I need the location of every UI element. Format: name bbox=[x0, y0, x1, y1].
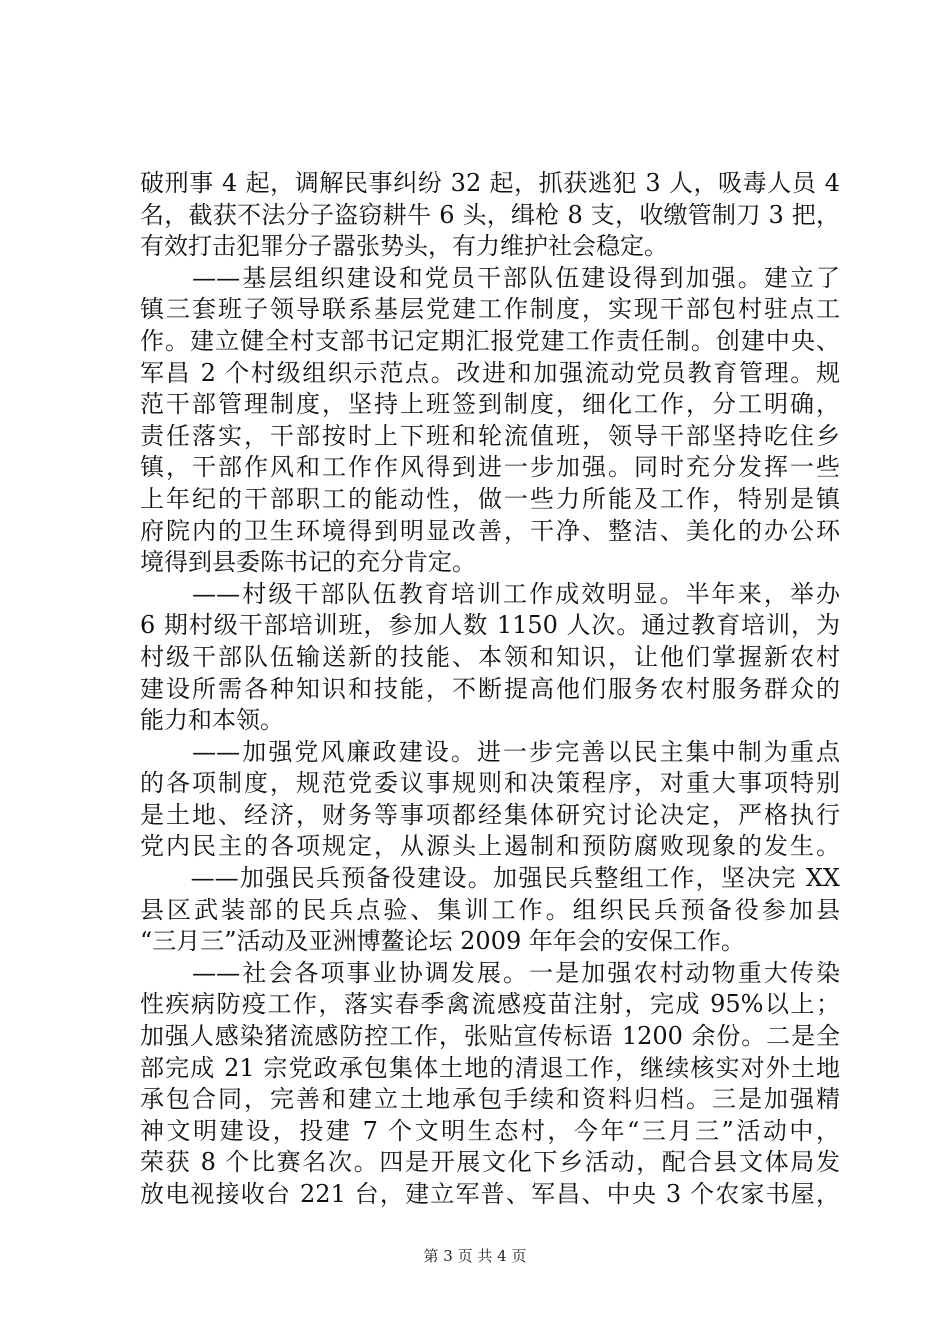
text-line: ——村级干部队伍教育培训工作成效明显。半年来，举办 bbox=[140, 579, 840, 608]
text-line: 的各项制度，规范党委议事规则和决策程序，对重大事项特别 bbox=[140, 769, 840, 798]
text-line: 是土地、经济，财务等事项都经集体研究讨论决定，严格执行 bbox=[140, 800, 840, 829]
text-line: 作。建立健全村支部书记定期汇报党建工作责任制。创建中央、 bbox=[140, 326, 840, 355]
page-footer: 第 3 页 共 4 页 bbox=[423, 1247, 527, 1265]
text-line: 性疾病防疫工作，落实春季禽流感疫苗注射，完成 95%以上； bbox=[140, 990, 840, 1019]
text-line: 责任落实，干部按时上下班和轮流值班，领导干部坚持吃住乡 bbox=[140, 421, 840, 450]
text-line: 范干部管理制度，坚持上班签到制度，细化工作，分工明确， bbox=[140, 390, 840, 419]
text-line: 镇，干部作风和工作作风得到进一步加强。同时充分发挥一些 bbox=[140, 453, 840, 482]
text-line: 神文明建设，投建 7 个文明生态村，今年“三月三”活动中， bbox=[140, 1116, 840, 1145]
text-line: 名，截获不法分子盗窃耕牛 6 头，缉枪 8 支，收缴管制刀 3 把， bbox=[140, 200, 840, 229]
text-line: 部完成 21 宗党政承包集体土地的清退工作，继续核实对外土地 bbox=[140, 1053, 840, 1082]
text-line: “三月三”活动及亚洲博鳌论坛 2009 年年会的安保工作。 bbox=[140, 927, 745, 956]
text-line: 加强人感染猪流感防控工作，张贴宣传标语 1200 余份。二是全 bbox=[140, 1022, 840, 1051]
text-line: 放电视接收台 221 台，建立军普、军昌、中央 3 个农家书屋， bbox=[140, 1180, 840, 1208]
text-line: ——加强党风廉政建设。进一步完善以民主集中制为重点 bbox=[140, 737, 840, 766]
text-line: ——社会各项事业协调发展。一是加强农村动物重大传染 bbox=[140, 958, 840, 987]
body-text bbox=[140, 168, 840, 1211]
text-line: 党内民主的各项规定，从源头上遏制和预防腐败现象的发生。 bbox=[140, 832, 840, 861]
text-line: 有效打击犯罪分子嚣张势头，有力维护社会稳定。 bbox=[140, 232, 668, 261]
text-line: ——基层组织建设和党员干部队伍建设得到加强。建立了 bbox=[140, 263, 840, 292]
text-line: 镇三套班子领导联系基层党建工作制度，实现干部包村驻点工 bbox=[140, 295, 840, 324]
text-line: ——加强民兵预备役建设。加强民兵整组工作，坚决完 XX bbox=[140, 864, 840, 893]
text-line: 境得到县委陈书记的充分肯定。 bbox=[140, 548, 476, 577]
text-line: 建设所需各种知识和技能，不断提高他们服务农村服务群众的 bbox=[140, 674, 840, 703]
text-line: 荣获 8 个比赛名次。四是开展文化下乡活动，配合县文体局发 bbox=[140, 1148, 840, 1177]
text-line: 军昌 2 个村级组织示范点。改进和加强流动党员教育管理。规 bbox=[140, 358, 840, 387]
text-line: 能力和本领。 bbox=[140, 706, 284, 735]
text-line: 承包合同，完善和建立土地承包手续和资料归档。三是加强精 bbox=[140, 1085, 840, 1114]
text-line: 破刑事 4 起，调解民事纠纷 32 起，抓获逃犯 3 人，吸毒人员 4 bbox=[140, 169, 840, 197]
text-line: 村级干部队伍输送新的技能、本领和知识，让他们掌握新农村 bbox=[140, 642, 840, 671]
text-line: 上年纪的干部职工的能动性，做一些力所能及工作，特别是镇 bbox=[140, 484, 840, 513]
text-line: 6 期村级干部培训班，参加人数 1150 人次。通过教育培训，为 bbox=[140, 611, 840, 640]
text-line: 县区武装部的民兵点验、集训工作。组织民兵预备役参加县 bbox=[140, 895, 840, 924]
text-line: 府院内的卫生环境得到明显改善，干净、整洁、美化的办公环 bbox=[140, 516, 840, 545]
